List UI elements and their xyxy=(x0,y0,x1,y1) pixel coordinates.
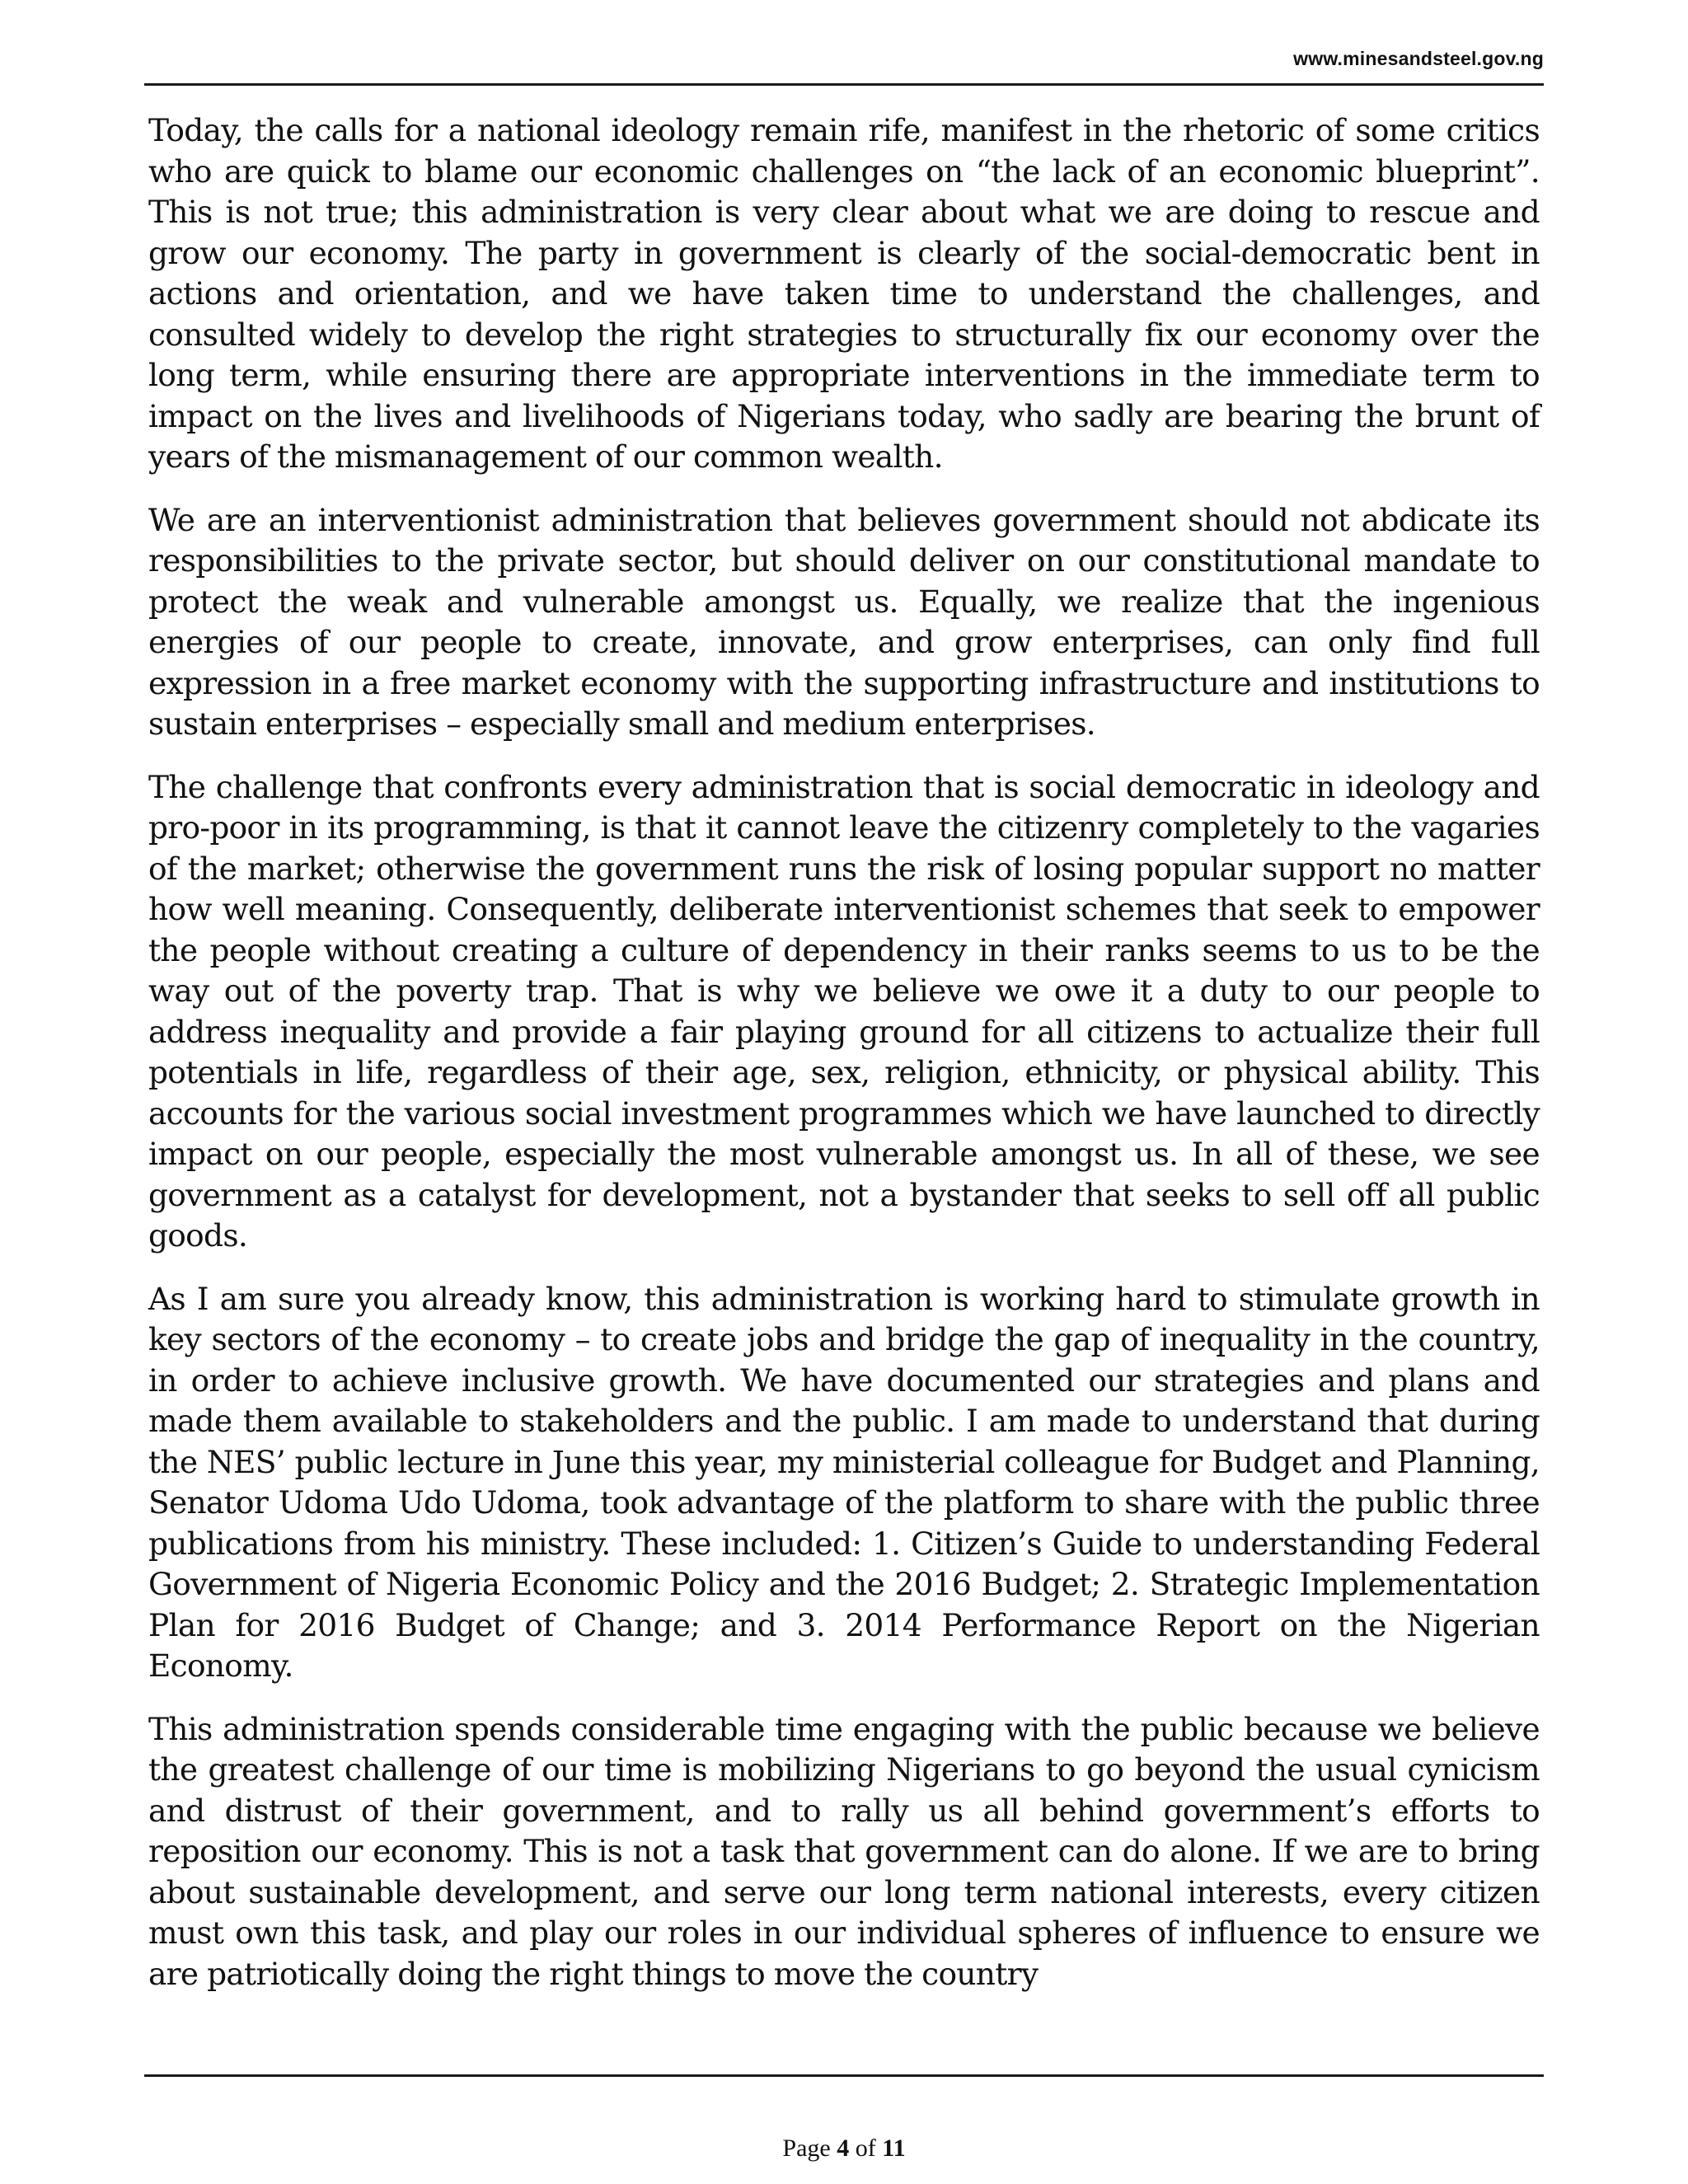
body-paragraph-1: Today, the calls for a national ideology remain rife, manifest in the rhetoric of some critics who are quick to blame our economic challenges on “the lack of an economic blueprint”. This is not true; this administration is very clear about what we are doing to rescue and grow our economy. The party in government is clearly of the social-democratic bent in actions and orientation, and we have taken time to understand the challenges, and consulted widely to develop the right strategies to structurally fix our economy over the long term, while ensuring there are appropriate interventions in the immediate term to impact on the lives and livelihoods of Nigerians today, who sadly are bearing the brunt of years of the mismanagement of our common wealth. xyxy=(148,112,1540,475)
page-of-label: of xyxy=(855,2135,876,2162)
total-page-count: 11 xyxy=(882,2135,906,2162)
body-paragraph-4: As I am sure you already know, this administration is working hard to stimulate growth in key sectors of the economy – to create jobs and bridge the gap of inequality in the country, in order to achieve inclusive growth. We have documented our strategies and plans and made them available to stakeholders and the public. I am made to understand that during the NES’ public lecture in June this year, my ministerial colleague for Budget and Planning, Senator Udoma Udo Udoma, took advantage of the platform to share with the public three publications from his ministry. These included: 1. Citizen’s Guide to understanding Federal Government of Nigeria Economic Policy and the 2016 Budget; 2. Strategic Implementation Plan for 2016 Budget of Change; and 3. 2014 Performance Report on the Nigerian Economy. xyxy=(148,1280,1540,1684)
body-paragraph-5: This administration spends considerable time engaging with the public because we believe the greatest challenge of our time is mobilizing Nigerians to go beyond the usual cynicism and distrust of their government, and to rally us all behind government’s efforts to reposition our economy. This is not a task that government can do alone. If we are to bring about sustainable development, and serve our long term national interests, every citizen must own this task, and play our roles in our individual spheres of influence to ensure we are patriotically doing the right things to move the country xyxy=(148,1710,1540,1992)
page-label: Page xyxy=(782,2135,831,2162)
document-body xyxy=(148,110,1540,2017)
header-divider xyxy=(144,83,1544,86)
current-page-number: 4 xyxy=(837,2135,850,2162)
header-website-url: www.minesandsteel.gov.ng xyxy=(1293,48,1544,69)
footer-divider xyxy=(144,2074,1544,2077)
page-number xyxy=(0,2135,1688,2163)
body-paragraph-3: The challenge that confronts every administration that is social democratic in ideology and pro-poor in its programming, is that it cannot leave the citizenry completely to the vagaries of the market; otherwise the government runs the risk of losing popular support no matter how well meaning. Consequently, deliberate interventionist schemes that seek to empower the people without creating a culture of dependency in their ranks seems to us to be the way out of the poverty trap. That is why we believe we owe it a duty to our people to address inequality and provide a fair playing ground for all citizens to actualize their full potentials in life, regardless of their age, sex, religion, ethnicity, or physical ability. This accounts for the various social investment programmes which we have launched to directly impact on our people, especially the most vulnerable amongst us. In all of these, we see government as a catalyst for development, not a bystander that seeks to sell off all public goods. xyxy=(148,768,1540,1254)
body-paragraph-2: We are an interventionist administration that believes government should not abdicate its responsibilities to the private sector, but should deliver on our constitutional mandate to protect the weak and vulnerable amongst us. Equally, we realize that the ingenious energies of our people to create, innovate, and grow enterprises, can only find full expression in a free market economy with the supporting infrastructure and institutions to sustain enterprises – especially small and medium enterprises. xyxy=(148,501,1540,742)
